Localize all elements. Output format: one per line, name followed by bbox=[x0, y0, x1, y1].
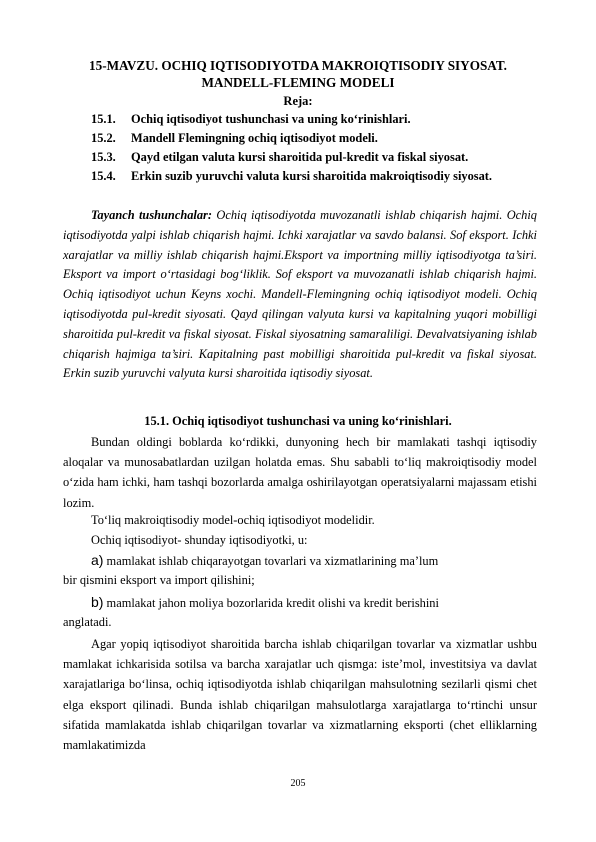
list-marker-a: a) bbox=[91, 552, 104, 568]
chapter-title-line1: 15-MAVZU. OCHIQ IQTISODIYOTDA MAKROIQTISODIY SIYOSAT. bbox=[89, 58, 507, 73]
plan-item bbox=[91, 110, 492, 129]
plan-item-number: 15.1. bbox=[91, 112, 116, 126]
plan-item-text: Erkin suzib yuruvchi valuta kursi sharoitida makroiqtisodiy siyosat. bbox=[131, 169, 493, 183]
list-marker-b: b) bbox=[91, 594, 104, 610]
plan-list bbox=[91, 110, 492, 186]
paragraph-open-economy: Ochiq iqtisodiyot- shunday iqtisodiyotki, u: bbox=[91, 533, 308, 547]
plan-item-text: Ochiq iqtisodiyot tushunchasi va uning ko‘rinishlari. bbox=[131, 112, 411, 126]
list-item-a bbox=[91, 552, 438, 569]
key-concepts-label: Tayanch tushunchalar: bbox=[91, 208, 212, 222]
paragraph-definition: To‘liq makroiqtisodiy model-ochiq iqtisodiyot modelidir. bbox=[91, 513, 375, 527]
list-item-b-text: mamlakat jahon moliya bozorlarida kredit olishi va kredit berishini bbox=[103, 596, 439, 610]
paragraph-intro: Bundan oldingi boblarda ko‘rdikki, dunyoning hech bir mamlakati tashqi iqtisodiy aloqalar va munosabatlardan uzilgan holatda emas. Shu sababli to‘liq makroiqtisodiy model o‘zida ham ichki, ham tashqi bozorlarda amalga oshirilayotgan operatsiyalarni majassam etishi lozim. bbox=[63, 435, 537, 510]
plan-item bbox=[91, 148, 492, 167]
key-concepts bbox=[63, 206, 537, 384]
plan-item-number: 15.2. bbox=[91, 131, 116, 145]
list-item-a-text: mamlakat ishlab chiqarayotgan tovarlari va xizmatlarining ma’lum bbox=[103, 554, 439, 568]
plan-item-number: 15.4. bbox=[91, 169, 116, 183]
plan-item-number: 15.3. bbox=[91, 150, 116, 164]
plan-item-text: Qayd etilgan valuta kursi sharoitida pul-kredit va fiskal siyosat. bbox=[131, 150, 469, 164]
plan-item-text: Mandell Flemingning ochiq iqtisodiyot modeli. bbox=[131, 131, 378, 145]
plan-item bbox=[91, 167, 492, 186]
chapter-title-line2: MANDELL-FLEMING MODELI bbox=[201, 75, 395, 90]
chapter-title bbox=[60, 57, 536, 91]
list-item-b-continuation: anglatadi. bbox=[63, 615, 112, 629]
list-item-a-continuation: bir qismini eksport va import qilishini; bbox=[63, 573, 255, 587]
page-number: 205 bbox=[290, 778, 306, 789]
plan-item bbox=[91, 129, 492, 148]
list-item-b bbox=[91, 594, 439, 611]
key-concepts-text: Ochiq iqtisodiyotda muvozanatli ishlab chiqarish hajmi. Ochiq iqtisodiyotda yalpi ishlab chiqarish hajmi. Ichki xarajatlar va savdo balansi. Sof eksport. Ichki xarajatlar va milliy ishlab chiqarish hajmi.Eksport va importning milliy iqtisodiyotga ta’siri. Eksport va import o‘rtasidagi bog‘liklik. Sof eksport va muvozanatli ishlab chiqarish hajmi. Ochiq iqtisodiyot uchun Keyns xochi. Mandell-Flemingning ochiq iqtisodiyot modeli. Ochiq iqtisodiyotda pul-kredit siyosati. Qayd qilingan valyuta kursi va kapitalning yuqori mobilligi sharoitida pul-kredit va fiskal siyosat. Fiskal siyosatning samaraliligi. Devalvatsiyaning ishlab chiqarish hajmiga ta’siri. Kapitalning past mobilligi sharoitida pul-kredit va fiskal siyosat. Erkin suzib yuruvchi valyuta kursi sharoitida iqtisodiy siyosat. bbox=[63, 208, 537, 381]
paragraph-closed-economy: Agar yopiq iqtisodiyot sharoitida barcha ishlab chiqarilgan tovarlar va xizmatlar ushbu mamlakat ichkarisida sotilsa va barcha xarajatlar uch qismga: iste’mol, investitsiya va davlat xarajatlariga bo‘linsa, ochiq iqtisodiyotda ishlab chiqarilgan mahsulotning sezilarli qismi chet elga eksport qilinadi. Bunda ishlab chiqarilgan mahsulotlarga xarajatlarga to‘rtinchi unsur sifatida mamlakatda ishlab chiqarilgan tovarlar va xizmatlarning eksporti (chet elliklarning mamlakatimizda bbox=[63, 637, 537, 753]
plan-heading: Reja: bbox=[283, 94, 313, 108]
section-heading: 15.1. Ochiq iqtisodiyot tushunchasi va uning ko‘rinishlari. bbox=[144, 414, 452, 428]
